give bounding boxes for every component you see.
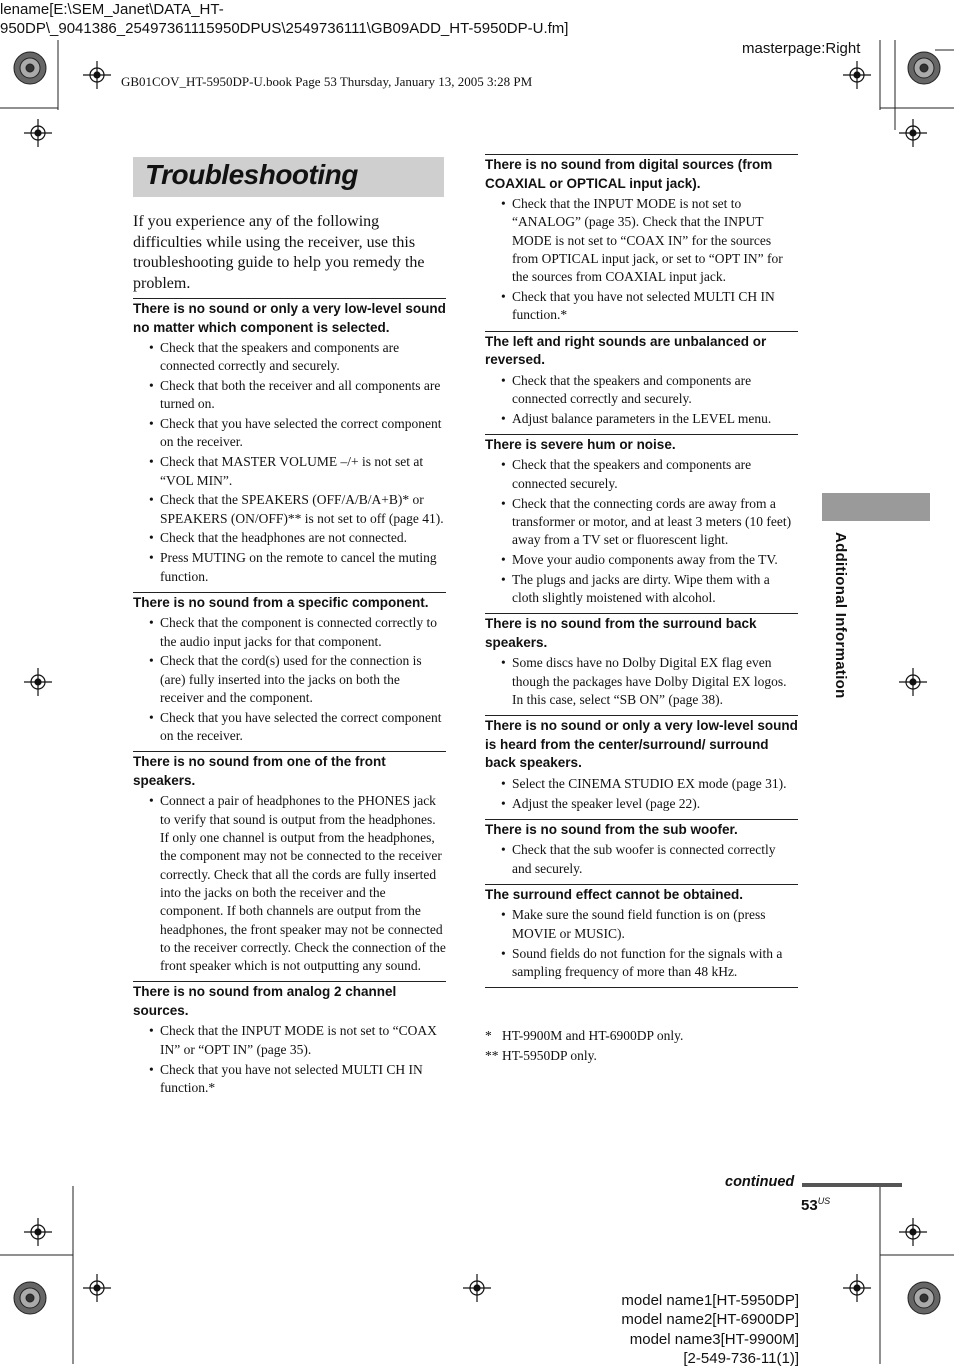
remedy-list — [485, 456, 798, 607]
troubleshooting-section — [485, 715, 798, 813]
section-heading: There is no sound or only a very low-level sound is heard from the center/surround/ surround back speakers. — [485, 718, 798, 771]
file-path-line-2: 950DP\_9041386_25497361115950DPUS\2549736111\GB09ADD_HT-5950DP-U.fm] — [0, 20, 569, 37]
footnotes — [485, 1026, 795, 1066]
troubleshooting-section — [485, 154, 798, 325]
remedy-item: • Check that the INPUT MODE is not set to “ANALOG” (page 35). Check that the INPUT MODE is not set to “COAX IN” for the sources from OPTICAL input jack, or set to “OPT IN” for the sources from COAXIAL input jack. — [512, 195, 798, 286]
model-name-2: model name2[HT-6900DP] — [621, 1311, 799, 1329]
section-heading: There is no sound from the sub woofer. — [485, 821, 738, 837]
section-heading: There is severe hum or noise. — [485, 436, 676, 452]
continued-bar — [802, 1183, 902, 1187]
remedy-item: • Check that you have selected the correct component on the receiver. — [160, 709, 446, 746]
registration-mark-icon — [24, 668, 52, 696]
troubleshooting-section — [133, 298, 446, 586]
footnote-text: HT-9900M and HT-6900DP only. — [502, 1028, 684, 1043]
remedy-item: • Press MUTING on the remote to cancel the muting function. — [160, 549, 446, 586]
registration-mark-icon — [843, 61, 871, 89]
section-heading: There is no sound from one of the front speakers. — [133, 754, 386, 788]
remedy-item: • Connect a pair of headphones to the PHONES jack to verify that sound is output from the headphones. If only one channel is output from the headphones, the component may not be connected to the receiver correctly. Check that all the cords are fully inserted into the jacks on both the receiver and the component. If both channels are output from the headphones, the front speaker may not be connected to the receiver correctly. Check the connection of the front speaker which is not outputting any sound. — [160, 792, 446, 975]
page-number — [801, 1196, 830, 1214]
remedy-item: • Adjust the speaker level (page 22). — [512, 795, 798, 813]
page-title: Troubleshooting — [145, 159, 358, 190]
remedy-list — [133, 339, 446, 586]
registration-mark-icon — [899, 119, 927, 147]
registration-mark-icon — [899, 1218, 927, 1246]
remedy-list — [133, 792, 446, 975]
troubleshooting-section — [133, 751, 446, 975]
page-region-suffix: US — [817, 1196, 831, 1206]
remedy-list — [485, 841, 798, 878]
remedy-item: • Check that the SPEAKERS (OFF/A/B/A+B)* or SPEAKERS (ON/OFF)** is not set to off (page 41). — [160, 491, 446, 528]
masterpage-label: masterpage:Right — [742, 40, 861, 57]
right-column — [485, 154, 798, 988]
registration-mark-icon — [83, 1274, 111, 1302]
remedy-item: • Check that the component is connected correctly to the audio input jacks for that component. — [160, 614, 446, 651]
section-heading: There is no sound from analog 2 channel sources. — [133, 984, 397, 1018]
continued-label: continued — [725, 1174, 795, 1190]
remedy-item: • Move your audio components away from the TV. — [512, 551, 798, 569]
intro-paragraph: If you experience any of the following difficulties while using the receiver, use this troubleshooting guide to help you remedy the problem. — [133, 213, 425, 292]
remedy-item: • Some discs have no Dolby Digital EX flag even though the packages have Dolby Digital EX logos. In this case, select “SB ON” (page 38). — [512, 654, 798, 709]
remedy-item: • The plugs and jacks are dirty. Wipe them with a cloth slightly moistened with alcohol. — [512, 571, 798, 608]
model-name-3: model name3[HT-9900M] — [629, 1330, 799, 1348]
remedy-item: • Check that MASTER VOLUME –/+ is not set at “VOL MIN”. — [160, 453, 446, 490]
remedy-item: • Sound fields do not function for the signals with a sampling frequency of more than 48 kHz. — [512, 945, 798, 982]
troubleshooting-section — [133, 592, 446, 746]
troubleshooting-section — [485, 819, 798, 878]
remedy-item: • Check that you have not selected MULTI CH IN function.* — [512, 288, 798, 325]
section-heading: There is no sound from digital sources (from COAXIAL or OPTICAL input jack). — [485, 157, 773, 191]
section-heading: There is no sound from a specific component. — [133, 594, 429, 610]
remedy-item: • Check that both the receiver and all components are turned on. — [160, 377, 446, 414]
color-target-icon — [908, 1282, 940, 1314]
troubleshooting-section — [133, 981, 446, 1097]
model-names — [600, 1291, 799, 1368]
remedy-list — [133, 614, 446, 745]
remedy-list — [133, 1022, 446, 1097]
remedy-item: • Check that the headphones are not connected. — [160, 529, 446, 547]
remedy-item: • Make sure the sound field function is on (press MOVIE or MUSIC). — [512, 906, 798, 943]
remedy-item: • Check that the speakers and components are connected securely. — [512, 456, 798, 493]
page-number-value: 53 — [801, 1197, 818, 1214]
footnote-mark: * — [485, 1028, 492, 1043]
registration-mark-icon — [463, 1274, 491, 1302]
color-target-icon — [908, 52, 940, 84]
troubleshooting-section — [485, 331, 798, 428]
remedy-item: • Check that you have not selected MULTI CH IN function.* — [160, 1061, 446, 1098]
remedy-list — [485, 906, 798, 981]
left-column — [133, 298, 446, 1103]
color-target-icon — [14, 1282, 46, 1314]
registration-mark-icon — [24, 1218, 52, 1246]
color-target-icon — [14, 52, 46, 84]
section-end-rule — [485, 987, 798, 988]
troubleshooting-section — [485, 884, 798, 981]
troubleshooting-section — [485, 434, 798, 607]
file-path-line-1: lename[E:\SEM_Janet\DATA_HT- — [0, 1, 224, 18]
remedy-item: • Check that the speakers and components are connected correctly and securely. — [160, 339, 446, 376]
registration-mark-icon — [899, 668, 927, 696]
remedy-list — [485, 372, 798, 428]
remedy-item: • Select the CINEMA STUDIO EX mode (page 31). — [512, 775, 798, 793]
footnote — [485, 1026, 795, 1046]
remedy-list — [485, 775, 798, 813]
side-tab-label — [832, 532, 852, 722]
remedy-list — [485, 195, 798, 325]
registration-mark-icon — [843, 1274, 871, 1302]
registration-mark-icon — [24, 119, 52, 147]
section-heading: The surround effect cannot be obtained. — [485, 886, 744, 902]
section-heading: There is no sound from the surround back speakers. — [485, 616, 757, 650]
remedy-item: • Check that the INPUT MODE is not set to “COAX IN” or “OPT IN” (page 35). — [160, 1022, 446, 1059]
remedy-item: • Check that the sub woofer is connected correctly and securely. — [512, 841, 798, 878]
remedy-item: • Adjust balance parameters in the LEVEL menu. — [512, 410, 798, 428]
remedy-list — [485, 654, 798, 709]
remedy-item: • Check that the cord(s) used for the connection is (are) fully inserted into the jacks on both the receiver and the component. — [160, 652, 446, 707]
remedy-item: • Check that you have selected the correct component on the receiver. — [160, 415, 446, 452]
troubleshooting-section — [485, 613, 798, 709]
section-title-box — [133, 157, 444, 197]
book-info-line: GB01COV_HT-5950DP-U.book Page 53 Thursday, January 13, 2005 3:28 PM — [121, 74, 533, 89]
footnote-mark: ** — [485, 1048, 499, 1063]
side-tab-text: Additional Information — [832, 532, 849, 699]
model-name-1: model name1[HT-5950DP] — [621, 1292, 799, 1309]
remedy-item: • Check that the connecting cords are away from a transformer or motor, and at least 3 meters (10 feet) away from a TV set or fluorescent light. — [512, 495, 798, 550]
registration-mark-icon — [83, 61, 111, 89]
part-number: [2-549-736-11(1)] — [683, 1349, 799, 1367]
footnote-text: HT-5950DP only. — [502, 1048, 597, 1063]
section-heading: There is no sound or only a very low-level sound no matter which component is selected. — [133, 301, 446, 335]
remedy-item: • Check that the speakers and components are connected correctly and securely. — [512, 372, 798, 409]
side-tab-marker — [822, 493, 930, 521]
section-heading: The left and right sounds are unbalanced or reversed. — [485, 333, 767, 368]
footnote — [485, 1046, 795, 1066]
